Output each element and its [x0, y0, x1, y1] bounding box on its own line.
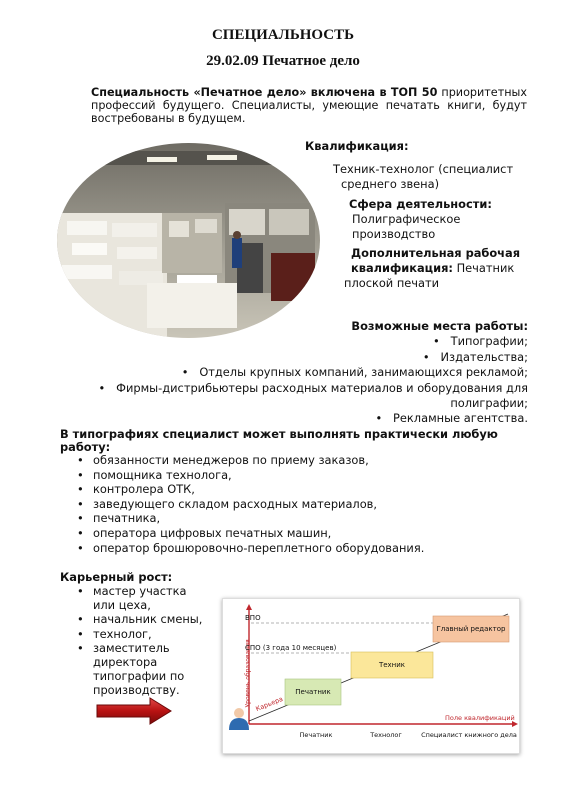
work-item: • печатника, — [77, 511, 497, 526]
x-tick-book-specialist: Специалист книжного дела — [421, 731, 517, 739]
career-item: • технолог, — [77, 627, 207, 641]
level-high: ВПО — [245, 614, 261, 622]
work-item: • помощника технолога, — [77, 468, 497, 483]
work-item: • контролера ОТК, — [77, 482, 497, 497]
workplace-item: • Фирмы-дистрибьютеры расходных материалов и оборудования для — [98, 380, 528, 395]
arrow-right-icon — [96, 697, 172, 725]
career-list — [77, 584, 207, 698]
extra-value-line2: плоской печати — [344, 276, 440, 290]
workplaces-section — [98, 319, 528, 427]
page-title: СПЕЦИАЛЬНОСТЬ — [211, 27, 355, 43]
x-tick-printer: Печатник — [299, 731, 333, 739]
career-item: • заместитель директора типографии по производству. — [77, 641, 207, 698]
career-diagram — [222, 598, 520, 754]
level-mid: СПО (3 года 10 месяцев) — [245, 644, 337, 652]
intro-rest: приоритетных профессий будущего. Специалисты, умеющие печатать книги, будут востребованы в будущем. — [91, 86, 527, 125]
x-axis-label: Поле квалификаций — [445, 714, 515, 722]
extra-heading-line2-row — [351, 261, 514, 275]
workplace-item-continuation: полиграфии; — [450, 396, 528, 411]
extra-heading-line2: квалификация: — [351, 261, 453, 275]
sphere-value-line1: Полиграфическое — [352, 212, 461, 226]
work-item: • оператор брошюровочно-переплетного оборудования. — [77, 541, 497, 556]
box-printer: Печатник — [295, 688, 331, 696]
person-icon — [229, 708, 249, 730]
career-label: Карьера — [254, 694, 285, 714]
workplace-item: • Отделы крупных компаний, занимающихся рекламой; — [181, 365, 528, 380]
workplace-item: • Типографии; — [433, 334, 528, 349]
work-item: • оператора цифровых печатных машин, — [77, 526, 497, 541]
career-item: • начальник смены, — [77, 612, 207, 626]
workplace-item: • Рекламные агентства. — [375, 411, 528, 426]
intro-bold: Специальность «Печатное дело» включена в ТОП 50 — [91, 86, 438, 99]
qualification-value-line1: Техник-технолог (специалист — [333, 162, 514, 176]
qualification-heading: Квалификация: — [305, 139, 409, 153]
work-item: • обязанности менеджеров по приему заказов, — [77, 453, 497, 468]
intro-paragraph — [91, 86, 527, 125]
y-axis-label: Уровень образования — [244, 639, 252, 708]
extra-value-inline: Печатник — [452, 261, 515, 275]
work-heading: В типографиях специалист может выполнять практически любую работу: — [60, 427, 498, 454]
career-heading: Карьерный рост: — [60, 570, 173, 584]
box-technician: Техник — [378, 661, 406, 669]
workplaces-heading: Возможные места работы: — [351, 319, 528, 333]
x-tick-technologist: Технолог — [370, 731, 402, 739]
qualification-value-line2: среднего звена) — [341, 177, 440, 191]
box-chief-editor: Главный редактор — [436, 625, 506, 633]
work-item: • заведующего складом расходных материалов, — [77, 497, 497, 512]
page-subtitle: 29.02.09 Печатное дело — [206, 53, 360, 69]
printing-shop-photo — [57, 143, 320, 338]
workplace-item: • Издательства; — [422, 349, 528, 364]
sphere-heading: Сфера деятельности: — [349, 197, 492, 211]
career-item: • мастер участка или цеха, — [77, 584, 207, 612]
extra-heading-line1: Дополнительная рабочая — [351, 246, 521, 260]
work-list — [77, 453, 497, 555]
sphere-value-line2: производство — [352, 227, 436, 241]
